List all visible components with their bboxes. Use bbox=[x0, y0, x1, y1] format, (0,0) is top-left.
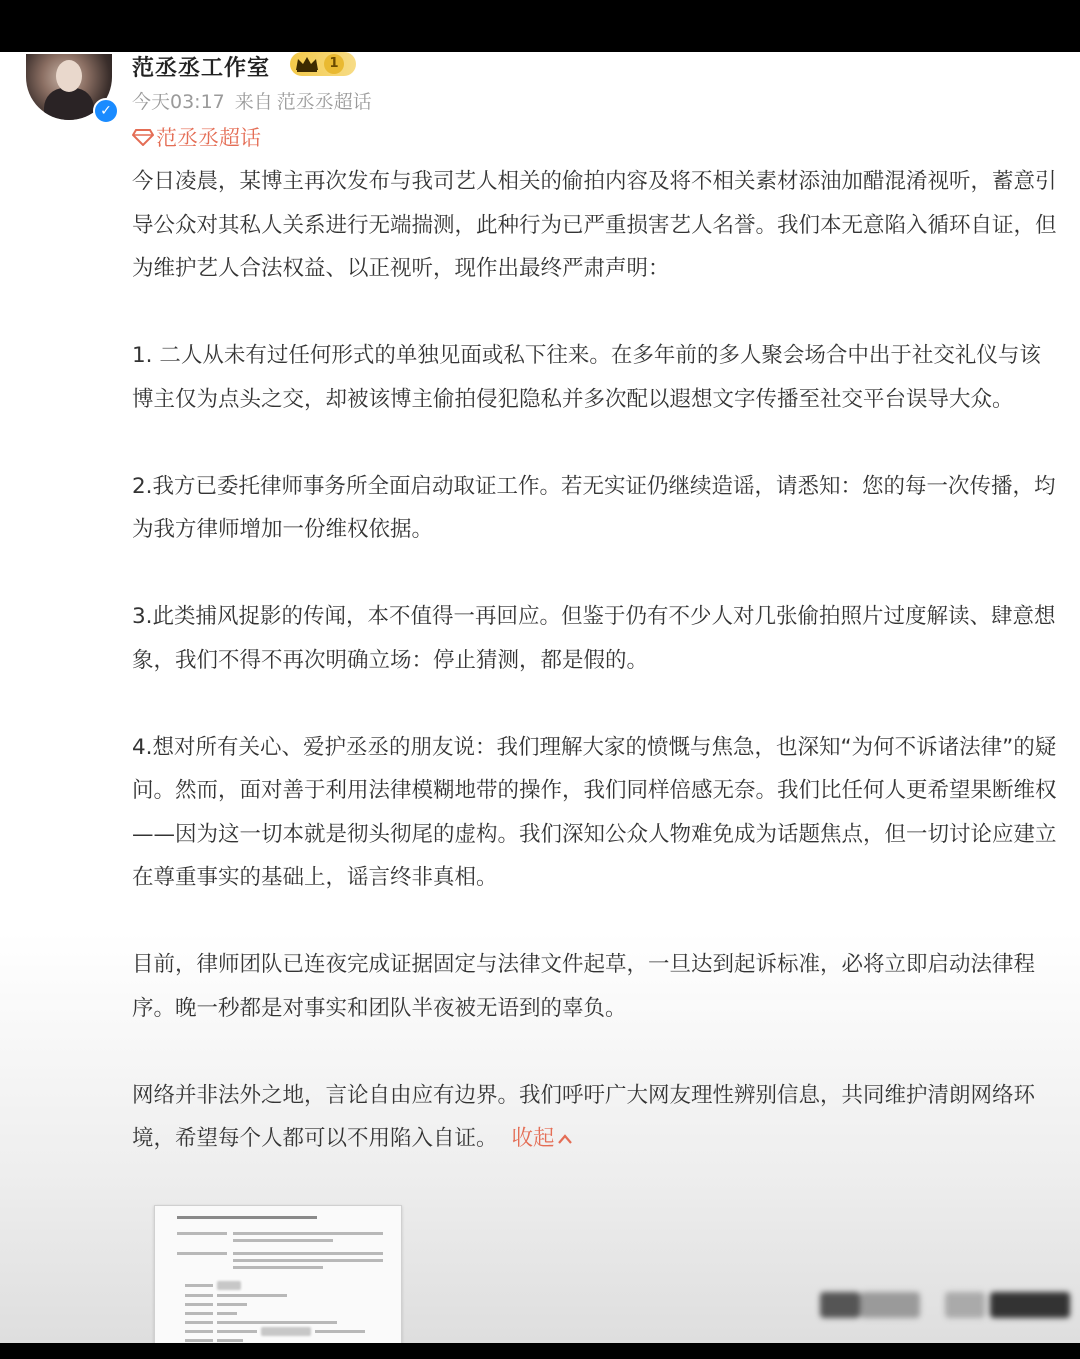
collapse-link[interactable] bbox=[512, 1126, 573, 1151]
blurred-overlay bbox=[820, 1288, 1075, 1324]
topic-label: 范丞丞超话 bbox=[156, 126, 261, 150]
paragraph: 今日凌晨，某博主再次发布与我司艺人相关的偷拍内容及将不相关素材添油加醋混淆视听，蓄意引导公众对其私人关系进行无端揣测，此种行为已严重损害艺人名誉。我们本无意陷入循环自证，但为维护艺人合法权益、以正视听，现作出最终严肃声明： bbox=[132, 169, 1057, 281]
vip-level: 1 bbox=[324, 54, 344, 74]
paragraph: 4.想对所有关心、爱护丞丞的朋友说：我们理解大家的愤慨与焦急，也深知“为何不诉诸法律”的疑问。然而，面对善于利用法律模糊地带的操作，我们同样倍感无奈。我们比任何人更希望果断维权——因为这一切本就是彻头彻尾的虚构。我们深知公众人物难免成为话题焦点，但一切讨论应建立在尊重事实的基础上，谣言终非真相。 bbox=[132, 734, 1057, 890]
bottom-black-bar bbox=[0, 1343, 1080, 1359]
crown-icon bbox=[294, 55, 320, 73]
paragraph-text: 网络并非法外之地，言论自由应有边界。我们呼吁广大网友理性辨别信息，共同维护清朗网络环境，希望每个人都可以不用陷入自证。 bbox=[132, 1082, 1036, 1151]
post-meta bbox=[132, 87, 382, 114]
paragraph-last bbox=[132, 1074, 1062, 1161]
post-timestamp: 今天03:17 bbox=[132, 91, 225, 113]
post-card bbox=[0, 52, 1080, 1343]
verified-icon: ✓ bbox=[93, 98, 119, 124]
vip-badge[interactable] bbox=[290, 52, 356, 76]
source-link[interactable]: 范丞丞超话 bbox=[276, 91, 372, 113]
topic-diamond-icon bbox=[132, 128, 154, 146]
top-black-bar bbox=[0, 0, 1080, 52]
topic-link[interactable] bbox=[132, 122, 261, 152]
chevron-up-icon bbox=[557, 1133, 573, 1145]
article-body bbox=[132, 160, 1062, 1161]
paragraph: 3.此类捕风捉影的传闻，本不值得一再回应。但鉴于仍有不少人对几张偷拍照片过度解读、肆意想象，我们不得不再次明确立场：停止猜测，都是假的。 bbox=[132, 604, 1056, 673]
paragraph: 目前，律师团队已连夜完成证据固定与法律文件起草，一旦达到起诉标准，必将立即启动法律程序。晚一秒都是对事实和团队半夜被无语到的辜负。 bbox=[132, 952, 1036, 1021]
collapse-label: 收起 bbox=[511, 1126, 555, 1151]
author-name[interactable]: 范丞丞工作室 bbox=[132, 56, 271, 81]
paragraph: 1. 二人从未有过任何形式的单独见面或私下往来。在多年前的多人聚会场合中出于社交礼仪与该博主仅为点头之交，却被该博主偷拍侵犯隐私并多次配以遐想文字传播至社交平台误导大众。 bbox=[132, 343, 1041, 412]
attached-document-image[interactable] bbox=[154, 1205, 402, 1343]
source-prefix: 来自 bbox=[234, 91, 273, 113]
paragraph: 2.我方已委托律师事务所全面启动取证工作。若无实证仍继续造谣，请悉知：您的每一次传播，均为我方律师增加一份维权依据。 bbox=[132, 473, 1056, 542]
